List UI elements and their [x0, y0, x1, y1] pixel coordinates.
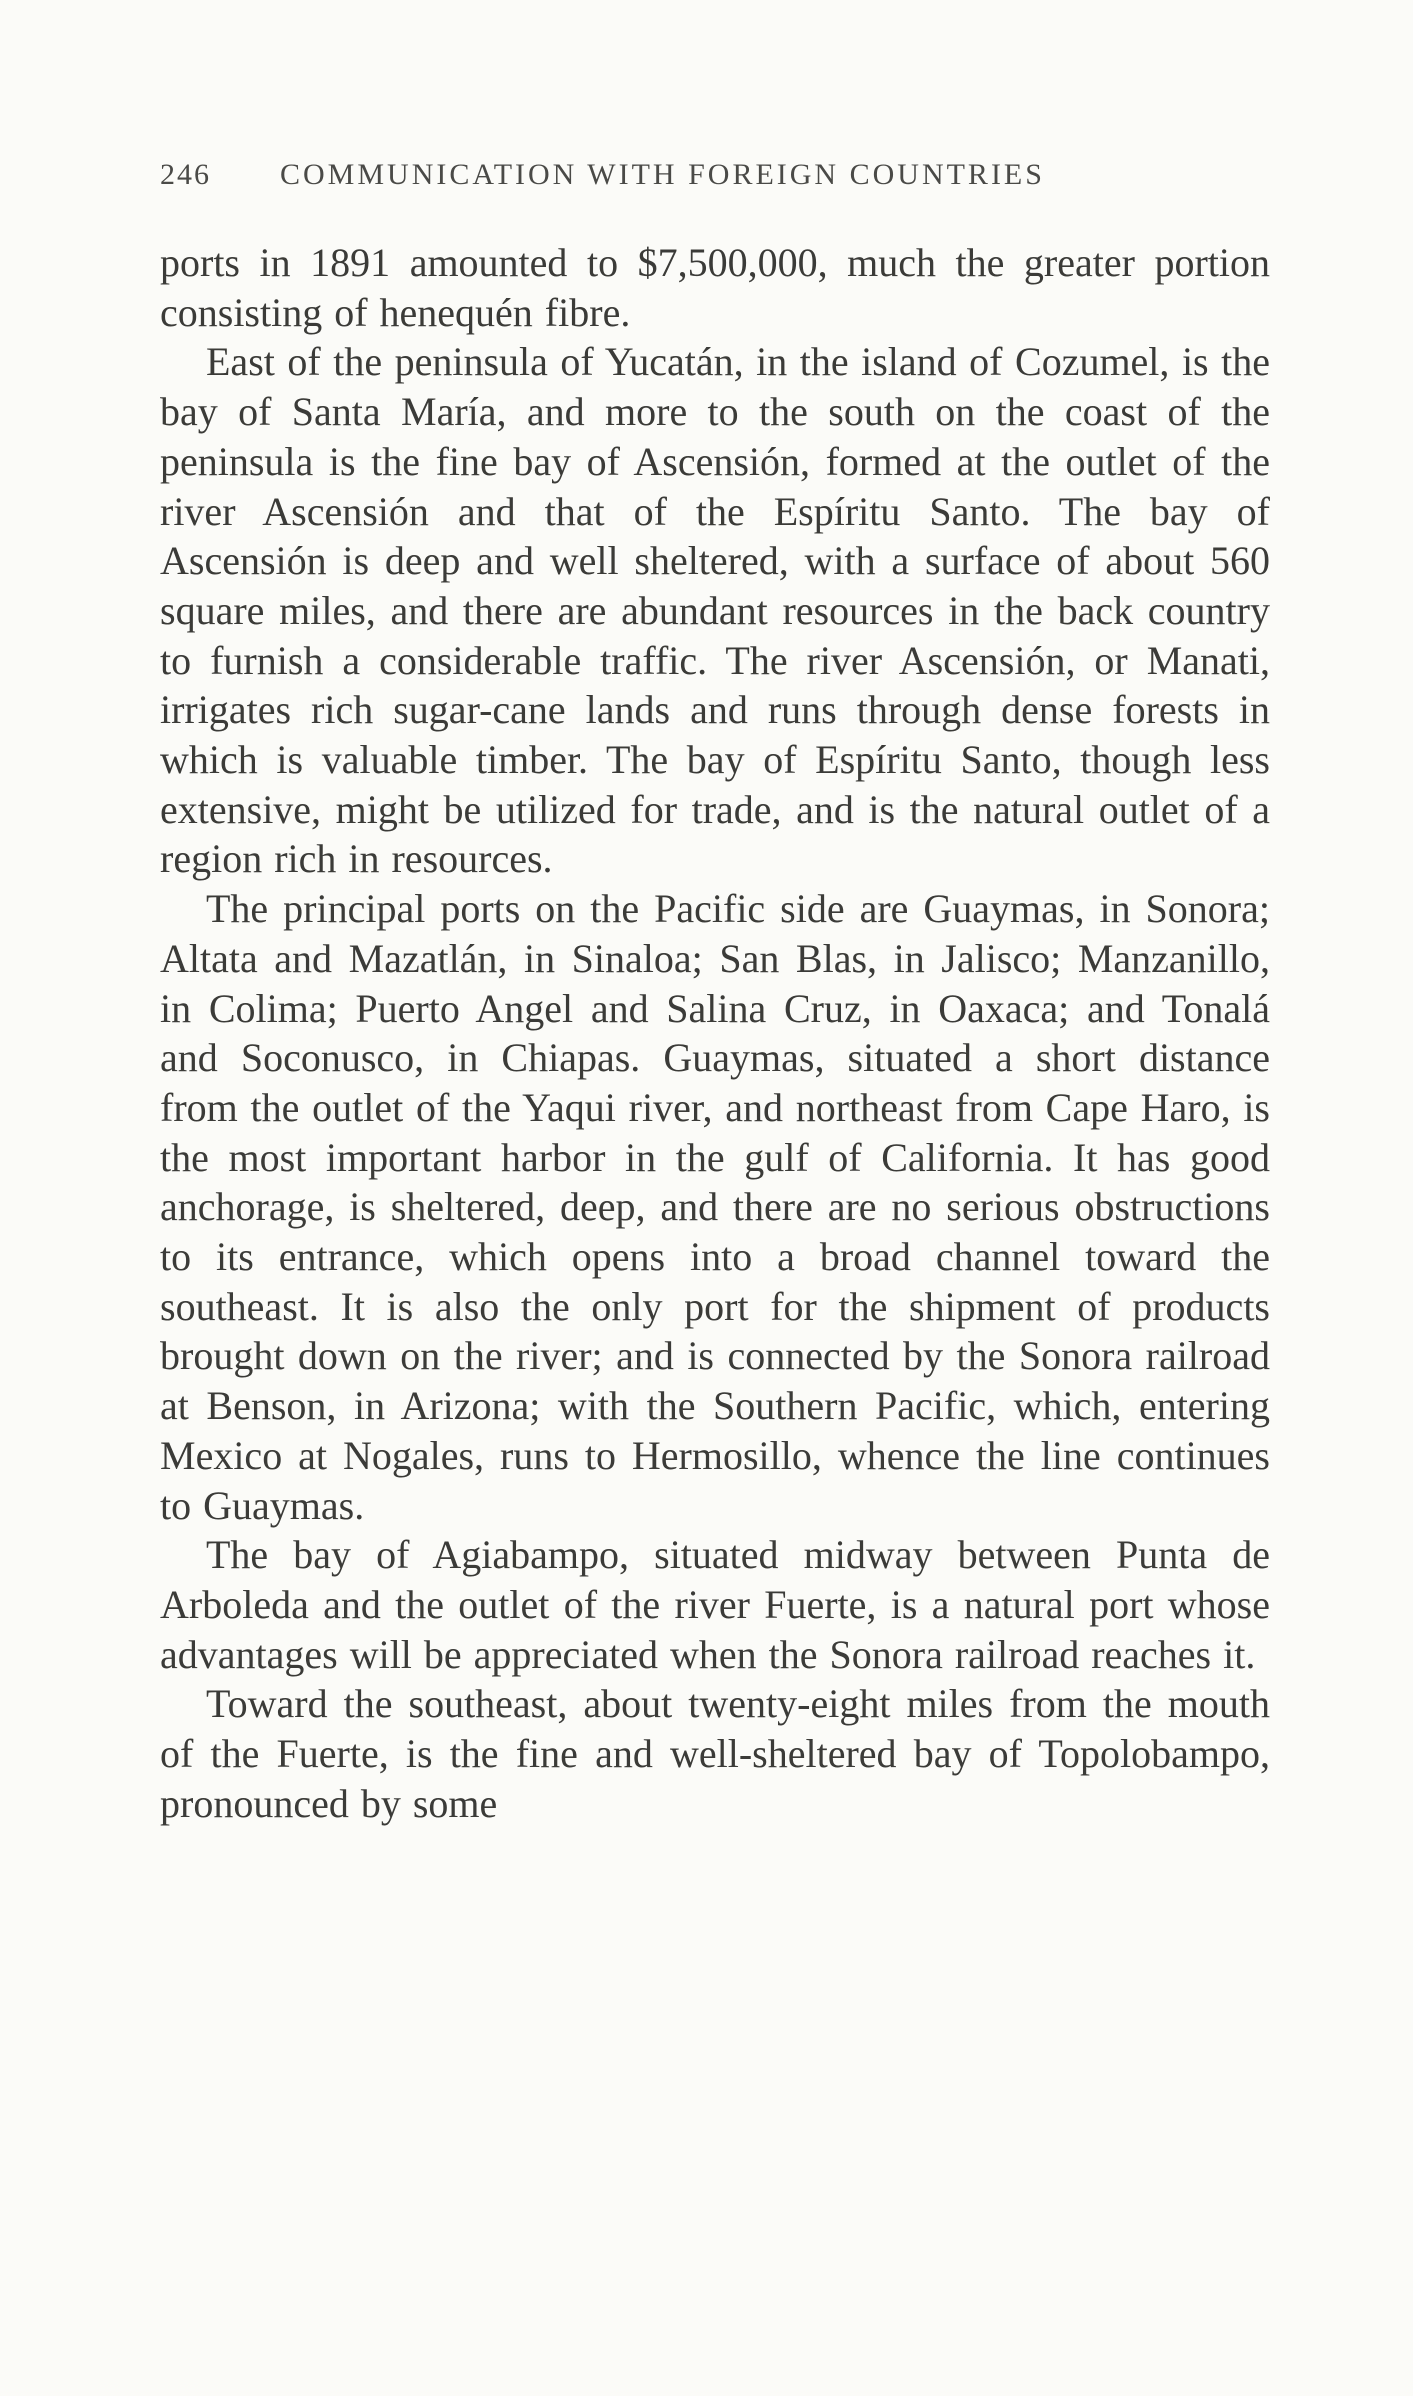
book-page: [160, 158, 1270, 1829]
paragraph-pacific-ports: The principal ports on the Pacific side are Guaymas, in Sonora; Altata and Mazatlán, in Sinaloa; San Blas, in Jalisco; Manzanillo, in Colima; Puerto Angel and Salina Cruz, in Oaxaca; and Tonalá and Soconusco, in Chiapas. Guaymas, situated a short distance from the outlet of the Yaqui river, and northeast from Cape Haro, is the most important harbor in the gulf of California. It has good anchorage, is sheltered, deep, and there are no serious obstructions to its entrance, which opens into a broad channel toward the southeast. It is also the only port for the shipment of products brought down on the river; and is connected by the Sonora railroad at Benson, in Arizona; with the Southern Pacific, which, entering Mexico at Nogales, runs to Hermosillo, whence the line continues to Guaymas.: [160, 886, 1270, 1528]
running-title: COMMUNICATION WITH FOREIGN COUNTRIES: [280, 158, 1045, 191]
paragraph-topolobampo: Toward the southeast, about twenty-eight miles from the mouth of the Fuerte, is the fine and well-sheltered bay of Topolobampo, pronounced by some: [160, 1681, 1270, 1826]
running-head: [160, 158, 1270, 194]
page-number: 246: [160, 158, 211, 191]
body-text: [160, 238, 1270, 1829]
paragraph-agiabampo: The bay of Agiabampo, situated midway between Punta de Arboleda and the outlet of the river Fuerte, is a natural port whose advantages will be appreciated when the Sonora railroad reaches it.: [160, 1532, 1270, 1677]
paragraph-yucatan-ports: East of the peninsula of Yucatán, in the island of Cozumel, is the bay of Santa María, and more to the south on the coast of the peninsula is the fine bay of Ascensión, formed at the outlet of the river Ascensión and that of the Espíritu Santo. The bay of Ascensión is deep and well sheltered, with a surface of about 560 square miles, and there are abundant resources in the back country to furnish a considerable traffic. The river Ascensión, or Manati, irrigates rich sugar-cane lands and runs through dense forests in which is valuable timber. The bay of Espíritu Santo, though less extensive, might be utilized for trade, and is the natural outlet of a region rich in resources.: [160, 339, 1270, 882]
paragraph-continued: ports in 1891 amounted to $7,500,000, much the greater portion consisting of henequén fibre.: [160, 240, 1270, 335]
